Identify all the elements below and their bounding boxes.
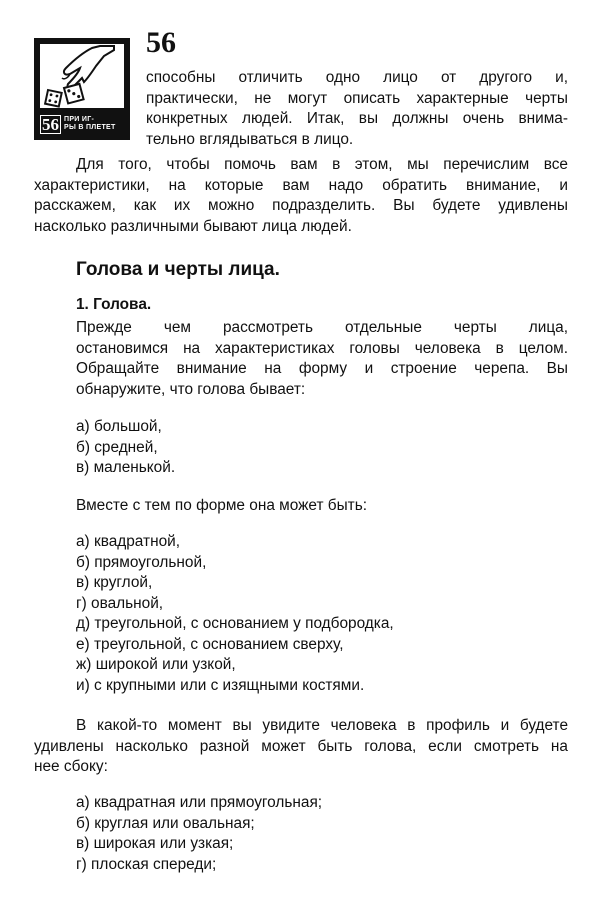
text-line: расскажем, как их можно подразделить. Вы будете удивлены bbox=[34, 197, 568, 214]
text-line: Для того, чтобы помочь вам в этом, мы перечислим все bbox=[76, 156, 568, 173]
list-item: д) треугольной, с основанием у подбородка, bbox=[76, 615, 394, 632]
list-item: а) большой, bbox=[76, 418, 162, 435]
shape-intro: Вместе с тем по форме она может быть: bbox=[76, 497, 368, 514]
text-line: В какой-то момент вы увидите человека в профиль и будете bbox=[76, 717, 568, 734]
list-item: ж) широкой или узкой, bbox=[76, 656, 236, 673]
profile-paragraph bbox=[34, 716, 568, 778]
text-line: нее сбоку: bbox=[34, 758, 108, 775]
text-line: насколько различными бывают лица людей. bbox=[34, 217, 352, 235]
list-item: г) овальной, bbox=[76, 594, 164, 612]
logo-caption-line: ПРИ ИГ- bbox=[64, 116, 95, 123]
list-item: в) круглой, bbox=[76, 574, 153, 591]
logo-caption-box bbox=[40, 114, 124, 134]
list-item: в) широкая или узкая; bbox=[76, 835, 234, 852]
text-line: практически, не могут описать характерные черты bbox=[146, 89, 568, 107]
list-item: б) круглая или овальная; bbox=[76, 814, 255, 832]
profile-list bbox=[76, 793, 322, 875]
text-line: удивлены насколько разной может быть голова, если смотреть на bbox=[34, 737, 568, 755]
intro-paragraph bbox=[146, 68, 568, 150]
list-item: и) с крупными или с изящными костями. bbox=[76, 676, 365, 694]
list-item: г) плоская спереди; bbox=[76, 855, 217, 873]
paragraph-2 bbox=[34, 155, 568, 237]
head-paragraph bbox=[76, 318, 568, 400]
text-line: Прежде чем рассмотреть отдельные черты лица, bbox=[76, 319, 568, 336]
text-line: способны отличить одно лицо от другого и, bbox=[146, 69, 568, 86]
logo-caption bbox=[64, 116, 116, 132]
dice-hand-logo bbox=[34, 38, 130, 140]
list-item: в) маленькой. bbox=[76, 459, 176, 476]
logo-caption-line: РЫ В ПЛЕТЕТ bbox=[64, 124, 116, 131]
text-line: тельно вглядываться в лицо. bbox=[146, 130, 354, 148]
page-number: 56 bbox=[146, 26, 176, 59]
shape-list bbox=[76, 532, 394, 696]
section-heading: Голова и черты лица. bbox=[76, 259, 280, 280]
list-item: б) прямоугольной, bbox=[76, 553, 207, 571]
logo-number: 56 bbox=[42, 114, 59, 134]
list-item: а) квадратной, bbox=[76, 533, 180, 550]
subsection-heading: 1. Голова. bbox=[76, 296, 152, 313]
text-line: остановимся на характеристиках головы человека в целом. bbox=[76, 339, 568, 357]
list-item: б) средней, bbox=[76, 438, 158, 456]
list-item: а) квадратная или прямоугольная; bbox=[76, 794, 323, 811]
text-line: Обращайте внимание на форму и строение черепа. Вы bbox=[76, 360, 568, 377]
list-item: е) треугольной, с основанием сверху, bbox=[76, 635, 344, 653]
size-list bbox=[76, 417, 175, 479]
text-line: характеристики, на которые вам надо обратить внимание, и bbox=[34, 176, 568, 194]
text-line: обнаружите, что голова бывает: bbox=[76, 380, 306, 398]
text-line: конкретных людей. Итак, вы должны очень внима- bbox=[146, 110, 568, 127]
